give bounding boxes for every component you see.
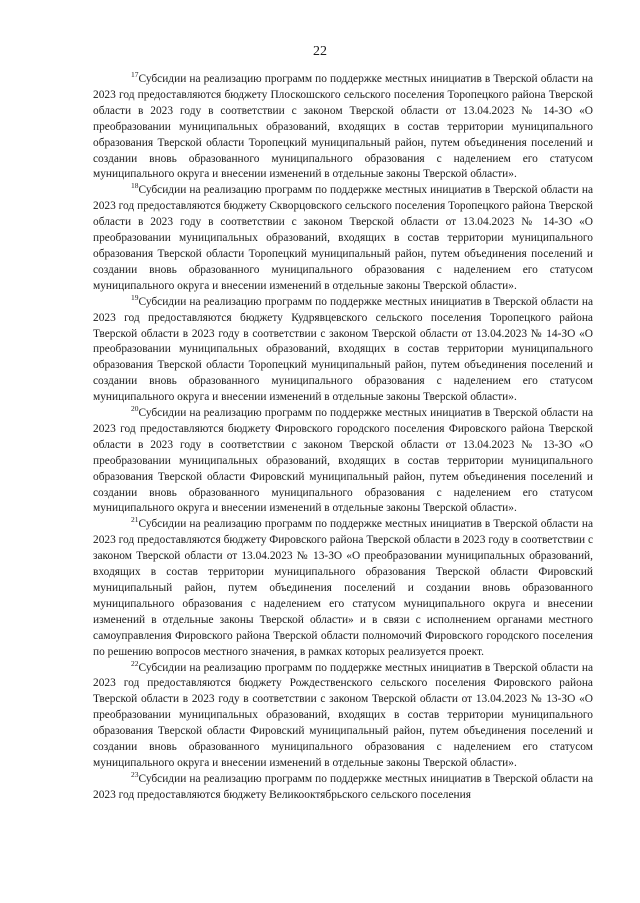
footnote-paragraph-19 (93, 292, 593, 406)
footnote-text: Субсидии на реализацию программ по поддержке местных инициатив в Тверской области на 2023 год предоставляются бюджету Плоскошского сельского поселения Торопецкого района Тверской области в 2023 году в соответствии с законом Тверской области от 13.04.2023 № 14-ЗО «О преобразовании муниципальных образований, входящих в состав территории муниципального образования Тверской области Торопецкий муниципальный район, путем объединения поселений и создании вновь образованного муниципального образования с наделением его статусом муниципального округа и внесении изменений в отдельные законы Тверской области». (93, 73, 593, 181)
page-number: 22 (313, 44, 327, 59)
footnote-marker: 19 (131, 292, 139, 302)
footnote-text: Субсидии на реализацию программ по поддержке местных инициатив в Тверской области на 2023 год предоставляются бюджету Кудрявцевского сельского поселения Торопецкого района Тверской области в 2023 году в соответствии с законом Тверской области от 13.04.2023 № 14-ЗО «О преобразовании муниципальных образований, входящих в состав территории муниципального образования Тверской области Торопецкий муниципальный район, путем объединения поселений и создании вновь образованного муниципального образования с наделением его статусом муниципального округа и внесении изменений в отдельные законы Тверской области». (93, 295, 593, 404)
footnote-marker: 18 (131, 181, 139, 191)
footnote-marker: 23 (131, 770, 139, 780)
footnote-paragraph-20 (93, 406, 593, 517)
footnote-text: Субсидии на реализацию программ по поддержке местных инициатив в Тверской области на 2023 год предоставляются бюджету Фировского района Тверской области в 2023 году в соответствии с законом Тверской области от 13.04.2023 № 13-ЗО «О преобразовании муниципальных образований, входящих в состав территории муниципального образования Тверской области Фировский муниципальный район, путем объединения поселений и создании вновь образованного муниципального образования с наделением его статусом муниципального округа и внесении изменений в отдельные законы Тверской области» и в связи с исполнением органами местного самоуправления Фировского района Тверской области полномочий Фировского городского поселения по решению вопросов местного значения, в рамках которых реализуется проект. (93, 518, 593, 658)
footnote-paragraph-17 (93, 72, 593, 183)
footnote-marker: 20 (131, 404, 139, 414)
footnote-text: Субсидии на реализацию программ по поддержке местных инициатив в Тверской области на 2023 год предоставляются бюджету Фировского городского поселения Фировского района Тверской области в 2023 году в соответствии с законом Тверской области от 13.04.2023 № 13-ЗО «О преобразовании муниципальных образований, входящих в состав территории муниципального образования Тверской области Фировский муниципальный район, путем объединения поселений и создании вновь образованного муниципального образования с наделением его статусом муниципального округа и внесении изменений в отдельные законы Тверской области». (93, 407, 593, 515)
footnote-text: Субсидии на реализацию программ по поддержке местных инициатив в Тверской области на 2023 год предоставляются бюджету Скворцовского сельского поселения Торопецкого района Тверской области в 2023 году в соответствии с законом Тверской области от 13.04.2023 № 14-ЗО «О преобразовании муниципальных образований, входящих в состав территории муниципального образования Тверской области Торопецкий муниципальный район, путем объединения поселений и создании вновь образованного муниципального образования с наделением его статусом муниципального округа и внесении изменений в отдельные законы Тверской области». (93, 184, 593, 292)
footnote-marker: 21 (131, 515, 139, 525)
footnote-marker: 22 (131, 658, 139, 668)
footnote-marker: 17 (131, 70, 139, 80)
footnote-paragraph-22 (93, 658, 593, 772)
footnote-paragraph-21 (93, 517, 593, 660)
page-content (93, 72, 593, 804)
footnote-paragraph-18 (93, 183, 593, 294)
footnote-text: Субсидии на реализацию программ по поддержке местных инициатив в Тверской области на 2023 год предоставляются бюджету Великооктябрьского сельского поселения (93, 772, 593, 801)
footnote-text: Субсидии на реализацию программ по поддержке местных инициатив в Тверской области на 2023 год предоставляются бюджету Рождественского сельского поселения Фировского района Тверской области в 2023 году в соответствии с законом Тверской области от 13.04.2023 № 13-ЗО «О преобразовании муниципальных образований, входящих в состав территории муниципального образования Тверской области Фировский муниципальный район, путем объединения поселений и создании вновь образованного муниципального образования с наделением его статусом муниципального округа и внесении изменений в отдельные законы Тверской области». (93, 661, 593, 769)
footnote-paragraph-23 (93, 772, 593, 804)
